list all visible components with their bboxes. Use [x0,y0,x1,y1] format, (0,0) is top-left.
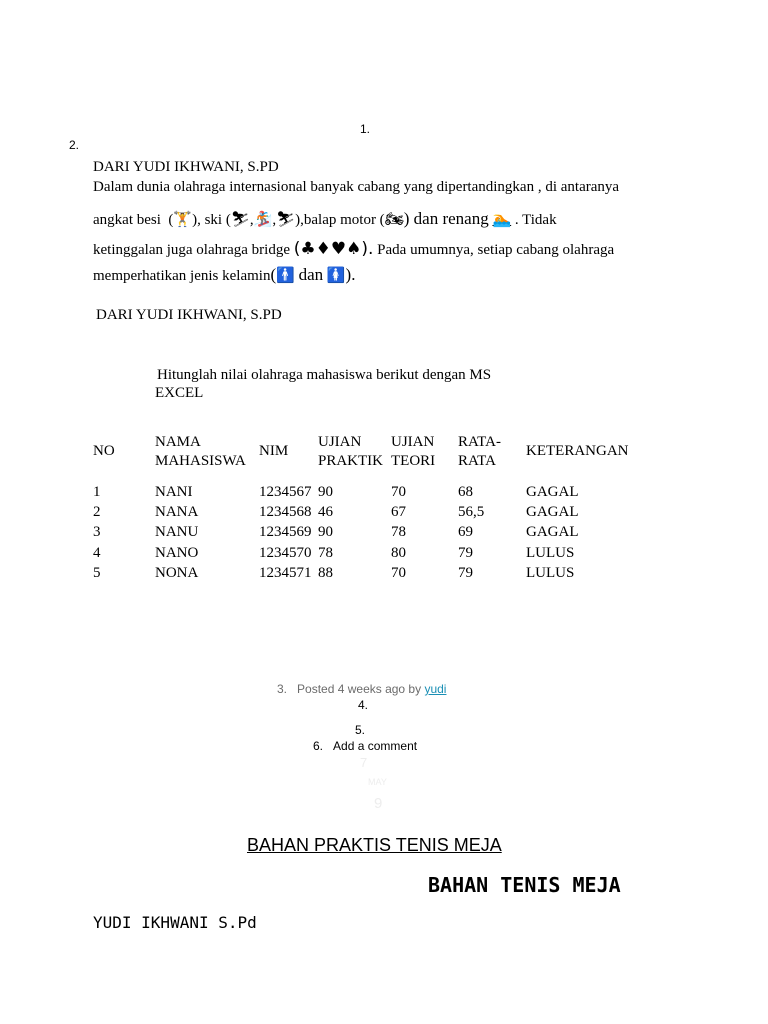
list-number-4: 4. [358,698,369,712]
title-praktis[interactable]: BAHAN PRAKTIS TENIS MEJA [247,835,502,855]
dan-renang-text: ) dan renang [403,209,489,228]
header-nama-1: NAMA [155,434,201,450]
table-cell-rata: 79 [458,545,473,561]
table-cell-nama: NANO [155,545,199,561]
table-cell-no: 5 [93,565,101,581]
bridge-text: ketinggalan juga olahraga bridge [93,242,291,258]
snowboard-icon: 🏂 [253,210,273,228]
add-comment-link[interactable]: Add a comment [333,739,418,753]
date-day-bottom: 9 [374,795,383,812]
table-cell-ket: GAGAL [526,524,579,540]
list-number-6: 6. [313,739,324,753]
table-cell-praktik: 46 [318,504,333,520]
paragraph-end: ). [345,265,356,284]
balap-motor-text: ),balap motor ( [295,212,385,228]
posted-text: Posted 4 weeks ago by [297,682,422,696]
date-day-top: 7 [360,755,368,770]
table-cell-teori: 80 [391,545,406,561]
list-number-1: 1. [360,122,371,136]
table-cell-rata: 68 [458,484,473,500]
table-cell-teori: 78 [391,524,406,540]
list-number-2: 2. [69,138,80,152]
swimming-icon: 🏊 [492,210,512,228]
title-bahan: BAHAN TENIS MEJA [428,873,621,897]
table-cell-nim: 1234568 [259,504,312,520]
jenis-kelamin-text: memperhatikan jenis kelamin [93,268,271,284]
table-cell-no: 3 [93,524,101,540]
header-nama-2: MAHASISWA [155,453,246,469]
weightlifting-icon: 🏋 [173,210,193,228]
date-month: MAY [368,777,387,787]
ski-text: ), ski ( [192,212,231,228]
table-cell-no: 4 [93,545,101,561]
author-line-2: DARI YUDI IKHWANI, S.PD [96,307,282,323]
table-cell-nama: NONA [155,565,199,581]
table-cell-praktik: 90 [318,524,333,540]
table-cell-ket: GAGAL [526,504,579,520]
table-cell-teori: 70 [391,565,406,581]
table-cell-nim: 1234571 [259,565,312,581]
author-footer: YUDI IKHWANI S.Pd [93,913,257,932]
male-person-icon: 🚹 [276,266,295,284]
table-cell-no: 1 [93,484,101,500]
table-cell-ket: LULUS [526,565,575,581]
paragraph-line-3-tail: Pada umumnya, setiap cabang olahraga [377,242,615,258]
table-cell-nama: NANI [155,484,193,500]
table-cell-nim: 1234570 [259,545,312,561]
table-cell-nama: NANU [155,524,199,540]
posted-line [277,682,446,696]
tidak-text: . Tidak [514,212,557,228]
table-cell-praktik: 78 [318,545,333,561]
header-teori-2: TEORI [391,453,436,469]
header-rata-1: RATA- [458,434,501,450]
instruction-line-2: EXCEL [155,385,204,401]
paragraph-line-4: memperhatikan jenis kelamin(🚹 dan 🚺). [93,265,356,284]
table-cell-ket: GAGAL [526,484,579,500]
list-number-5: 5. [355,723,366,737]
motorcycle-icon: 🏍 [384,210,404,228]
card-suits-icon: (♣♦♥♠). [293,239,374,259]
header-keterangan: KETERANGAN [526,443,629,459]
table-cell-nim: 1234569 [259,524,312,540]
author-line: DARI YUDI IKHWANI, S.PD [93,159,279,175]
table-cell-rata: 56,5 [458,504,485,520]
comment-line [313,739,417,753]
table-cell-ket: LULUS [526,545,575,561]
author-link[interactable]: yudi [424,682,447,696]
table-cell-rata: 69 [458,524,473,540]
header-praktik-1: UJIAN [318,434,362,450]
table-cell-praktik: 88 [318,565,333,581]
skiing-icon: ⛷ [230,210,250,228]
table-cell-nama: NANA [155,504,199,520]
header-rata-2: RATA [458,453,496,469]
table-cell-no: 2 [93,504,101,520]
paragraph-line-2: angkat besi (🏋), ski (⛷,🏂,⛷),balap motor (🏍) dan renang 🏊 . Tidak [93,209,557,228]
header-teori-1: UJIAN [391,434,435,450]
dan-text: dan [298,265,324,284]
table-cell-nim: 1234567 [259,484,312,500]
table-cell-praktik: 90 [318,484,333,500]
list-number-3: 3. [277,682,288,696]
header-no: NO [93,443,115,459]
female-person-icon: 🚺 [326,266,346,284]
paragraph-line-1: Dalam dunia olahraga internasional banyak cabang yang dipertandingkan , di antaranya [93,179,620,195]
table-cell-teori: 67 [391,504,406,520]
table-cell-rata: 79 [458,565,473,581]
header-praktik-2: PRAKTIK [318,453,384,469]
angkat-besi-text: angkat besi [93,212,161,228]
table-cell-teori: 70 [391,484,406,500]
header-nim: NIM [259,443,289,459]
instruction-line-1: Hitunglah nilai olahraga mahasiswa berikut dengan MS [157,367,492,383]
ski-jump-icon: ⛷ [276,210,296,228]
paragraph-line-3 [93,240,614,259]
